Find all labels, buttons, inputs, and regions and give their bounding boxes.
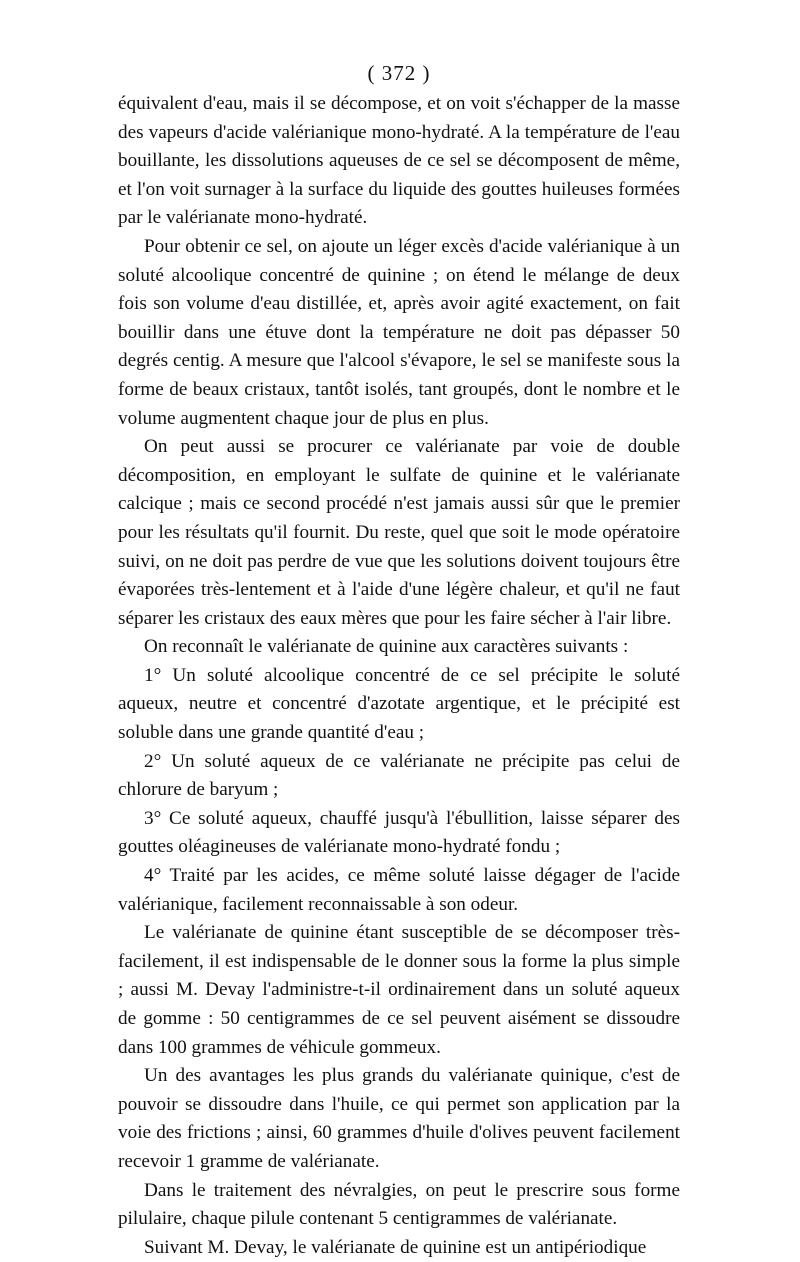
list-item: 1° Un soluté alcoolique concentré de ce sel précipite le soluté aqueux, neutre et concentré d'azotate argentique, et le précipité est soluble dans une grande quantité d'eau ; (118, 664, 680, 744)
paragraph: Un des avantages les plus grands du valérianate quinique, c'est de pouvoir se dissoudre dans l'huile, ce qui permet son application par la voie des frictions ; ainsi, 60 grammes d'huile d'olives peuvent facilement recevoir 1 gramme de valérianate. (118, 1065, 680, 1172)
list-item: 3° Ce soluté aqueux, chauffé jusqu'à l'ébullition, laisse séparer des gouttes oléagineuses de valérianate mono-hydraté fondu ; (118, 807, 680, 858)
page (118, 58, 680, 1262)
list-item: 2° Un soluté aqueux de ce valérianate ne précipite pas celui de chlorure de baryum ; (118, 750, 680, 801)
paragraph: Suivant M. Devay, le valérianate de quinine est un antipériodique (144, 1236, 647, 1258)
paragraph: Dans le traitement des névralgies, on peut le prescrire sous forme pilulaire, chaque pilule contenant 5 centigrammes de valérianate. (118, 1179, 680, 1230)
paragraph: On reconnaît le valérianate de quinine aux caractères suivants : (144, 636, 629, 658)
list-item: 4° Traité par les acides, ce même soluté laisse dégager de l'acide valérianique, facilement reconnaissable à son odeur. (118, 865, 680, 915)
paragraph: Le valérianate de quinine étant susceptible de se décomposer très-facilement, il est indispensable de le donner sous la forme la plus simple ; aussi M. Devay l'administre-t-il ordinairement dans un soluté aqueux de gomme : 50 centigrammes de ce sel peuvent aisément se dissoudre dans 100 grammes de véhicule gommeux. (118, 922, 680, 1058)
page-number: ( 372 ) (367, 61, 431, 85)
paragraph: Pour obtenir ce sel, on ajoute un léger excès d'acide valérianique à un soluté alcoolique concentré de quinine ; on étend le mélange de deux fois son volume d'eau distillée, et, après avoir agité exactement, on fait bouillir dans une étuve dont la température ne doit pas dépasser 50 degrés centig. A mesure que l'alcool s'évapore, le sel se manifeste sous la forme de beaux cristaux, tantôt isolés, tant groupés, dont le nombre et le volume augmentent chaque jour de plus en plus. (118, 235, 680, 429)
paragraph: On peut aussi se procurer ce valérianate par voie de double décomposition, en employant le sulfate de quinine et le valérianate calcique ; mais ce second procédé n'est jamais aussi sûr que le premier pour les résultats qu'il fournit. Du reste, quel que soit le mode opératoire suivi, on ne doit pas perdre de vue que les solutions doivent toujours être évaporées très-lentement et à l'aide d'une légère chaleur, et qu'il ne faut séparer les cristaux des eaux mères que pour les faire sécher à l'air libre. (118, 436, 680, 629)
paragraph: équivalent d'eau, mais il se décompose, et on voit s'échapper de la masse des vapeurs d'acide valérianique mono-hydraté. A la température de l'eau bouillante, les dissolutions aqueuses de ce sel se décomposent de même, et l'on voit surnager à la surface du liquide des gouttes huileuses formées par le valérianate mono-hydraté. (118, 93, 680, 229)
